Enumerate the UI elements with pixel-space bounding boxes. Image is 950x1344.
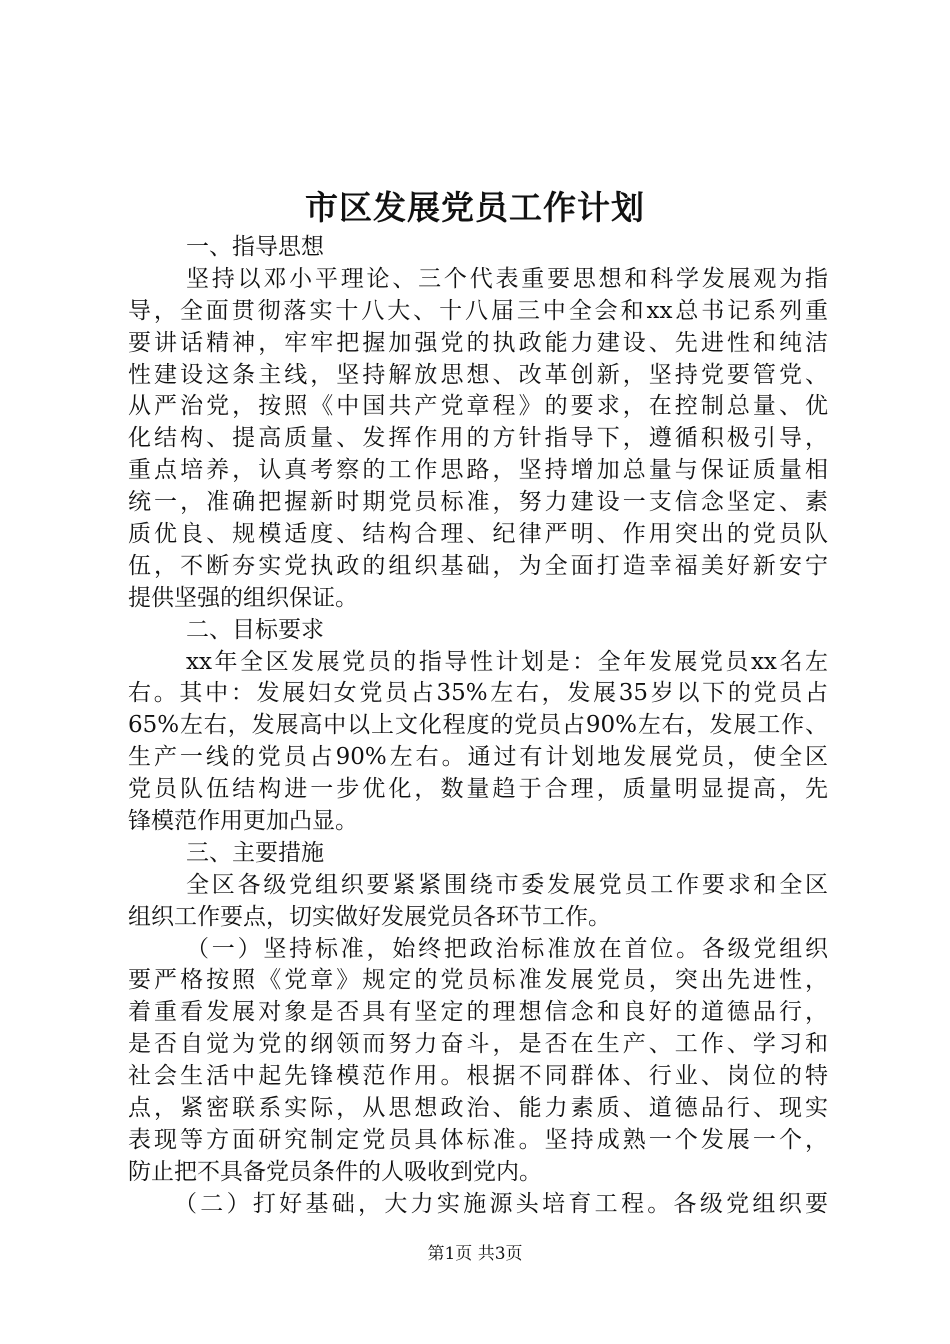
text-line: 锋模范作用更加凸显。 (128, 808, 358, 835)
document-title: 市区发展党员工作计划 (305, 188, 645, 227)
text-line: 党员队伍结构进一步优化，数量趋于合理，质量明显提高，先 (128, 776, 828, 803)
text-line: 提供坚强的组织保证。 (128, 584, 358, 611)
text-line: 一、指导思想 (186, 234, 324, 260)
text-line: 统一，准确把握新时期党员标准，努力建设一支信念坚定、素 (128, 489, 828, 516)
text-line: 生产一线的党员占90%左右。通过有计划地发展党员，使全区 (128, 744, 828, 771)
text-line: 社会生活中起先锋模范作用。根据不同群体、行业、岗位的特 (128, 1063, 828, 1090)
text-line: 性建设这条主线，坚持解放思想、改革创新，坚持党要管党、 (128, 361, 828, 388)
page-footer: 第1页 共3页 (427, 1244, 523, 1264)
text-line: 是否自觉为党的纲领而努力奋斗，是否在生产、工作、学习和 (128, 1031, 828, 1058)
text-line: 右。其中：发展妇女党员占35%左右，发展35岁以下的党员占 (128, 680, 828, 707)
text-line: 化结构、提高质量、发挥作用的方针指导下，遵循积极引导， (128, 425, 828, 452)
text-line: 组织工作要点，切实做好发展党员各环节工作。 (128, 903, 611, 930)
text-line: 重点培养，认真考察的工作思路，坚持增加总量与保证质量相 (128, 457, 828, 484)
text-line: 二、目标要求 (186, 616, 324, 643)
text-line: 坚持以邓小平理论、三个代表重要思想和科学发展观为指 (186, 265, 828, 292)
text-line: 表现等方面研究制定党员具体标准。坚持成熟一个发展一个， (128, 1126, 828, 1153)
text-line: 质优良、规模适度、结构合理、纪律严明、作用突出的党员队 (128, 521, 828, 548)
text-line: （一）坚持标准，始终把政治标准放在首位。各级党组织 (186, 935, 828, 962)
text-line: 着重看发展对象是否具有坚定的理想信念和良好的道德品行， (128, 999, 828, 1026)
text-line: 三、主要措施 (186, 839, 324, 866)
text-line: 伍，不断夯实党执政的组织基础，为全面打造幸福美好新安宁 (128, 552, 828, 579)
text-line: xx年全区发展党员的指导性计划是：全年发展党员xx名左 (186, 648, 828, 675)
document-body (128, 232, 828, 1221)
text-line: 65%左右，发展高中以上文化程度的党员占90%左右，发展工作、 (128, 712, 828, 739)
text-line: （二）打好基础，大力实施源头培育工程。各级党组织要 (174, 1190, 828, 1217)
text-line: 要严格按照《党章》规定的党员标准发展党员，突出先进性， (128, 967, 828, 994)
text-line: 要讲话精神，牢牢把握加强党的执政能力建设、先进性和纯洁 (128, 329, 828, 356)
text-line: 导，全面贯彻落实十八大、十八届三中全会和xx总书记系列重 (128, 297, 828, 324)
text-line: 从严治党，按照《中国共产党章程》的要求，在控制总量、优 (128, 393, 828, 420)
text-line: 防止把不具备党员条件的人吸收到党内。 (128, 1158, 542, 1185)
text-line: 全区各级党组织要紧紧围绕市委发展党员工作要求和全区 (186, 871, 828, 898)
text-line: 点，紧密联系实际，从思想政治、能力素质、道德品行、现实 (128, 1095, 828, 1122)
